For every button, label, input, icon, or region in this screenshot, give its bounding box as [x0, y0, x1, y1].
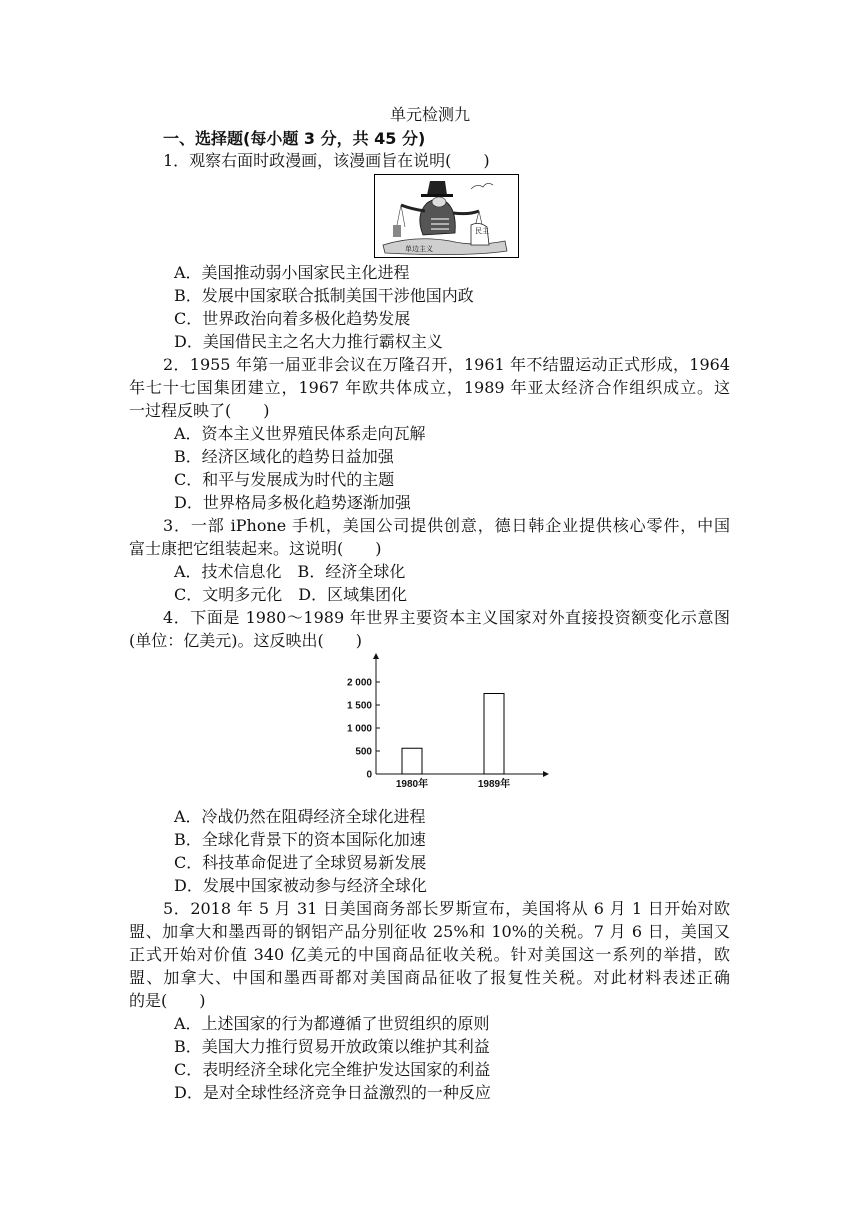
- q2-option-b[interactable]: B．经济区域化的趋势日益加强: [174, 447, 394, 466]
- q2-option-d[interactable]: D．世界格局多极化趋势逐渐加强: [174, 493, 411, 512]
- q5-stem-line4: 盟、加拿大、中国和墨西哥都对美国商品征收了报复性关税。对此材料表述正确: [129, 968, 730, 987]
- political-cartoon: [374, 174, 519, 258]
- q4-stem-line1: 4．下面是 1980～1989 年世界主要资本主义国家对外直接投资额变化示意图: [163, 608, 730, 627]
- x-tick-label: 1989年: [477, 779, 511, 790]
- q1-stem: 1．观察右面时政漫画，该漫画旨在说明( ): [163, 151, 490, 170]
- y-tick-label: 2 000: [346, 677, 372, 689]
- q5-option-d[interactable]: D．是对全球性经济竞争日益激烈的一种反应: [174, 1083, 491, 1102]
- q5-stem-line3: 正式开始对价值 340 亿美元的中国商品征收关税。针对美国这一系列的举措，欧: [129, 945, 730, 964]
- q5-stem-line5: 的是( ): [129, 991, 206, 1010]
- bar-0: [402, 748, 422, 774]
- q1-option-a[interactable]: A．美国推动弱小国家民主化进程: [174, 263, 410, 282]
- x-tick-label: 1980年: [395, 779, 429, 790]
- q4-option-d[interactable]: D．发展中国家被动参与经济全球化: [174, 876, 427, 895]
- q3-stem-line1: 3．一部 iPhone 手机，美国公司提供创意，德日韩企业提供核心零件，中国: [163, 516, 730, 535]
- q5-option-a[interactable]: A．上述国家的行为都遵循了世贸组织的原则: [174, 1014, 490, 1033]
- q4-option-a[interactable]: A．冷战仍然在阻碍经济全球化进程: [174, 807, 426, 826]
- y-tick-label: 0: [366, 769, 372, 781]
- q1-option-c[interactable]: C．世界政治向着多极化趋势发展: [174, 309, 411, 328]
- q5-stem-line2: 盟、加拿大和墨西哥的钢铝产品分别征收 25%和 10%的关税。7 月 6 日，美国又: [129, 922, 730, 941]
- y-tick-label: 1 500: [346, 700, 372, 712]
- investment-bar-chart: [330, 650, 560, 795]
- q3-stem-line2: 富士康把它组装起来。这说明( ): [129, 539, 382, 558]
- q1-option-b[interactable]: B．发展中国家联合抵制美国干涉他国内政: [174, 286, 474, 305]
- cartoon-label-democracy: 民主: [475, 228, 489, 235]
- q2-option-c[interactable]: C．和平与发展成为时代的主题: [174, 470, 395, 489]
- q4-option-b[interactable]: B．全球化背景下的资本国际化加速: [174, 830, 426, 849]
- q4-option-c[interactable]: C．科技革命促进了全球贸易新发展: [174, 853, 427, 872]
- q2-stem-line1: 2．1955 年第一届亚非会议在万隆召开，1961 年不结盟运动正式形成，1964: [163, 355, 730, 374]
- q5-option-b[interactable]: B．美国大力推行贸易开放政策以维护其利益: [174, 1037, 490, 1056]
- q1-option-d[interactable]: D．美国借民主之名大力推行霸权主义: [174, 332, 443, 351]
- q2-stem-line2: 年七十七国集团建立，1967 年欧共体成立，1989 年亚太经济合作组织成立。这: [129, 378, 730, 397]
- y-tick-label: 500: [355, 746, 372, 758]
- q3-options-row1[interactable]: A．技术信息化 B．经济全球化: [174, 562, 406, 581]
- q3-options-row2[interactable]: C．文明多元化 D．区域集团化: [174, 585, 408, 604]
- q5-option-c[interactable]: C．表明经济全球化完全维护发达国家的利益: [174, 1060, 491, 1079]
- q2-stem-line3: 一过程反映了( ): [129, 401, 270, 420]
- q2-option-a[interactable]: A．资本主义世界殖民体系走向瓦解: [174, 424, 426, 443]
- cartoon-label-unilateralism: 单边主义: [405, 246, 433, 253]
- page-title: 单元检测九: [389, 105, 470, 124]
- q4-stem-line2: (单位：亿美元)。这反映出( ): [129, 631, 362, 650]
- bar-1: [484, 694, 504, 775]
- section-heading: 一、选择题(每小题 3 分，共 45 分): [163, 129, 426, 148]
- y-tick-label: 1 000: [346, 723, 372, 735]
- q5-stem-line1: 5．2018 年 5 月 31 日美国商务部长罗斯宣布，美国将从 6 月 1 日开始对欧: [163, 899, 730, 918]
